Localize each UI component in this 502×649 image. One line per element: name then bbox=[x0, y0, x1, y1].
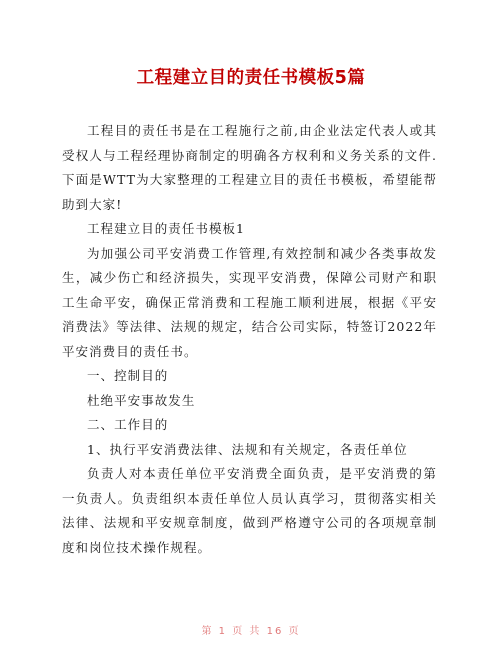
purpose-paragraph: 为加强公司平安消费工作管理,有效控制和减少各类事故发生，减少伤亡和经济损失，实现平安消费，保障公司财产和职工生命平安，确保正常消费和工程施工顺利进展，根据《平安消费法》等法律、法规的规定，结合公司实际，特签订2022年平安消费目的责任书。 bbox=[62, 245, 437, 359]
responsibility-paragraph: 负责人对本责任单位平安消费全面负责，是平安消费的第一负责人。负责组织本责任单位人员认真学习，贯彻落实相关法律、法规和平安规章制度，做到严格遵守公司的各项规章制度和岗位技术操作规程。 bbox=[62, 466, 437, 555]
document-title: 工程建立目的责任书模板5篇 bbox=[136, 68, 366, 88]
work-goal-item-1: 1、执行平安消费法律、法规和有关规定，各责任单位 bbox=[87, 441, 408, 457]
template-heading: 工程建立目的责任书模板1 bbox=[87, 221, 246, 236]
section-heading-work-goal: 二、工作目的 bbox=[87, 417, 169, 432]
section-heading-control-goal: 一、控制目的 bbox=[87, 368, 169, 383]
page-number-footer: 第 1 页 共 16 页 bbox=[201, 626, 301, 637]
document-body bbox=[62, 119, 437, 560]
intro-paragraph: 工程目的责任书是在工程施行之前,由企业法定代表人或其受权人与工程经理协商制定的明确各方权利和义务关系的文件.下面是WTT为大家整理的工程建立目的责任书模板，希望能帮助到大家! bbox=[62, 123, 437, 212]
control-goal-text: 杜绝平安事故发生 bbox=[87, 392, 196, 408]
